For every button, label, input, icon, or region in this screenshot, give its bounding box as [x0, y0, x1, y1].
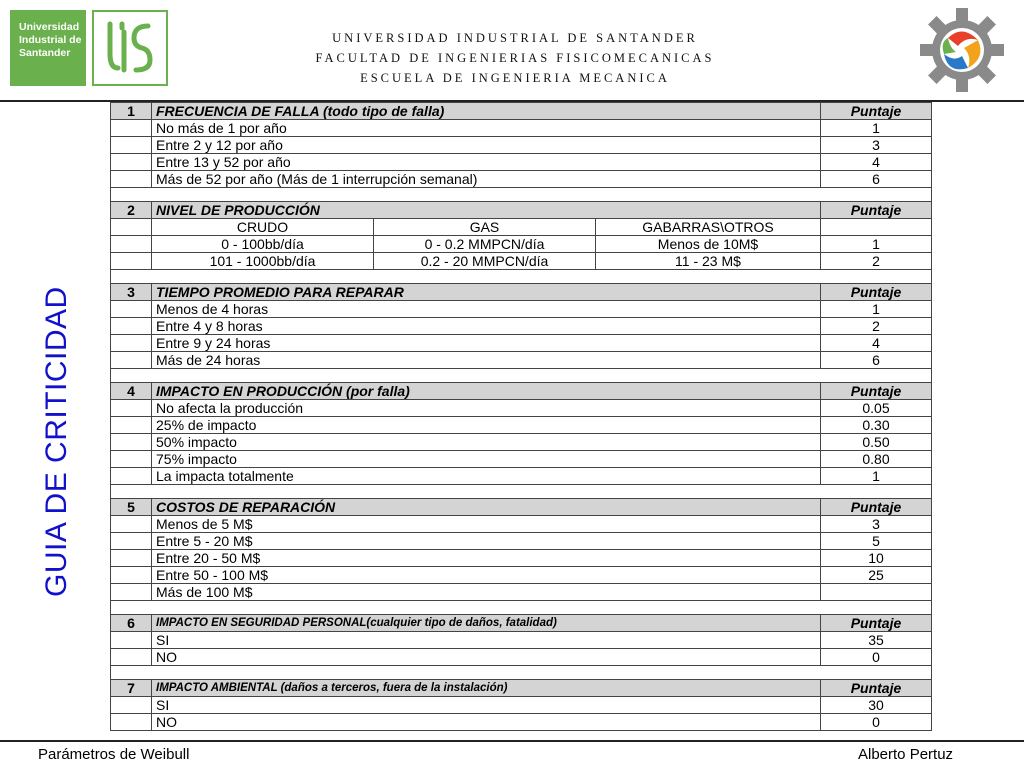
section-spacer	[111, 188, 932, 202]
section-number: 3	[111, 284, 152, 301]
cell-gas: 0 - 0.2 MMPCN/día	[374, 236, 596, 253]
slide-header	[0, 0, 1024, 101]
row-score: 0.30	[821, 417, 932, 434]
table-row	[111, 137, 932, 154]
row-score: 0	[821, 714, 932, 731]
footer-course-title: Parámetros de Weibull	[38, 746, 190, 763]
row-label: Más de 24 horas	[152, 352, 821, 369]
row-score: 2	[821, 318, 932, 335]
section-title: NIVEL DE PRODUCCIÓN	[152, 202, 821, 219]
footer-divider	[0, 740, 1024, 742]
row-label: SI	[152, 632, 821, 649]
header-line-university: UNIVERSIDAD INDUSTRIAL DE SANTANDER	[332, 31, 698, 45]
score-header: Puntaje	[821, 499, 932, 516]
table-row	[111, 468, 932, 485]
row-score: 6	[821, 171, 932, 188]
section-title: TIEMPO PROMEDIO PARA REPARAR	[152, 284, 821, 301]
footer-author: Alberto Pertuz	[858, 746, 954, 763]
section-number: 1	[111, 103, 152, 120]
table-row	[111, 352, 932, 369]
table-row	[111, 649, 932, 666]
row-label: No más de 1 por año	[152, 120, 821, 137]
row-score: 1	[821, 120, 932, 137]
section-header	[111, 499, 932, 516]
row-label: 25% de impacto	[152, 417, 821, 434]
cell-gas: 0.2 - 20 MMPCN/día	[374, 253, 596, 270]
table-row	[111, 154, 932, 171]
row-score: 0.80	[821, 451, 932, 468]
column-header-crudo: CRUDO	[152, 219, 374, 236]
row-label: Entre 4 y 8 horas	[152, 318, 821, 335]
section-number: 2	[111, 202, 152, 219]
institution-heading	[250, 28, 780, 88]
table-row	[111, 236, 932, 253]
row-label: 75% impacto	[152, 451, 821, 468]
row-label: Entre 2 y 12 por año	[152, 137, 821, 154]
table-row	[111, 219, 932, 236]
table-row	[111, 584, 932, 601]
row-score: 35	[821, 632, 932, 649]
cell-crudo: 0 - 100bb/día	[152, 236, 374, 253]
section-header	[111, 103, 932, 120]
row-score: 10	[821, 550, 932, 567]
section-number: 6	[111, 615, 152, 632]
row-label: Entre 13 y 52 por año	[152, 154, 821, 171]
row-label: Menos de 5 M$	[152, 516, 821, 533]
section-number: 5	[111, 499, 152, 516]
table-row	[111, 171, 932, 188]
table-row	[111, 697, 932, 714]
row-label: Entre 5 - 20 M$	[152, 533, 821, 550]
row-score: 0.50	[821, 434, 932, 451]
section-header	[111, 615, 932, 632]
table-row	[111, 434, 932, 451]
table-row	[111, 335, 932, 352]
table-row	[111, 451, 932, 468]
table-row	[111, 400, 932, 417]
row-label: 50% impacto	[152, 434, 821, 451]
section-header	[111, 202, 932, 219]
section-header	[111, 680, 932, 697]
row-score: 3	[821, 137, 932, 154]
row-label: La impacta totalmente	[152, 468, 821, 485]
criticality-guide-title: GUIA DE CRITICIDAD	[40, 286, 73, 597]
criticality-table	[110, 102, 932, 731]
score-header: Puntaje	[821, 103, 932, 120]
row-label: Menos de 4 horas	[152, 301, 821, 318]
table-row	[111, 301, 932, 318]
row-score: 3	[821, 516, 932, 533]
gear-logo-icon	[918, 6, 1006, 94]
row-score: 1	[821, 301, 932, 318]
row-score: 4	[821, 154, 932, 171]
column-header-otros: GABARRAS\OTROS	[596, 219, 821, 236]
cell-otros: 11 - 23 M$	[596, 253, 821, 270]
header-line-faculty: FACULTAD DE INGENIERIAS FISICOMECANICAS	[315, 51, 715, 65]
row-label: Más de 100 M$	[152, 584, 821, 601]
table-row	[111, 567, 932, 584]
section-title: IMPACTO AMBIENTAL (daños a terceros, fuera de la instalación)	[152, 680, 821, 697]
uis-monogram-logo	[92, 10, 168, 86]
table-row	[111, 533, 932, 550]
section-header	[111, 284, 932, 301]
section-number: 7	[111, 680, 152, 697]
row-score: 6	[821, 352, 932, 369]
score-header: Puntaje	[821, 284, 932, 301]
row-label: Más de 52 por año (Más de 1 interrupción semanal)	[152, 171, 821, 188]
row-label: SI	[152, 697, 821, 714]
row-label: Entre 20 - 50 M$	[152, 550, 821, 567]
section-spacer	[111, 485, 932, 499]
cell-crudo: 101 - 1000bb/día	[152, 253, 374, 270]
section-spacer	[111, 369, 932, 383]
row-score: 30	[821, 697, 932, 714]
table-row	[111, 417, 932, 434]
row-score: 1	[821, 236, 932, 253]
row-score: 25	[821, 567, 932, 584]
section-title: IMPACTO EN PRODUCCIÓN (por falla)	[152, 383, 821, 400]
section-title: IMPACTO EN SEGURIDAD PERSONAL(cualquier tipo de daños, fatalidad)	[152, 615, 821, 632]
cell-otros: Menos de 10M$	[596, 236, 821, 253]
section-title: FRECUENCIA DE FALLA (todo tipo de falla)	[152, 103, 821, 120]
row-label: Entre 50 - 100 M$	[152, 567, 821, 584]
table-row	[111, 318, 932, 335]
university-logo-text: Universidad Industrial de Santander	[10, 10, 86, 86]
section-spacer	[111, 666, 932, 680]
section-header	[111, 383, 932, 400]
table-row	[111, 253, 932, 270]
row-score: 5	[821, 533, 932, 550]
row-score: 0	[821, 649, 932, 666]
table-row	[111, 714, 932, 731]
section-title: COSTOS DE REPARACIÓN	[152, 499, 821, 516]
table-row	[111, 550, 932, 567]
row-label: No afecta la producción	[152, 400, 821, 417]
row-label: NO	[152, 714, 821, 731]
score-header: Puntaje	[821, 615, 932, 632]
header-line-school: ESCUELA DE INGENIERIA MECANICA	[360, 71, 670, 85]
row-score	[821, 584, 932, 601]
score-header: Puntaje	[821, 680, 932, 697]
row-score: 1	[821, 468, 932, 485]
section-spacer	[111, 270, 932, 284]
row-score: 2	[821, 253, 932, 270]
section-spacer	[111, 601, 932, 615]
row-score: 4	[821, 335, 932, 352]
section-number: 4	[111, 383, 152, 400]
row-label: Entre 9 y 24 horas	[152, 335, 821, 352]
table-row	[111, 516, 932, 533]
row-score: 0.05	[821, 400, 932, 417]
table-row	[111, 120, 932, 137]
score-header: Puntaje	[821, 383, 932, 400]
table-row	[111, 632, 932, 649]
row-label: NO	[152, 649, 821, 666]
column-header-gas: GAS	[374, 219, 596, 236]
score-header: Puntaje	[821, 202, 932, 219]
